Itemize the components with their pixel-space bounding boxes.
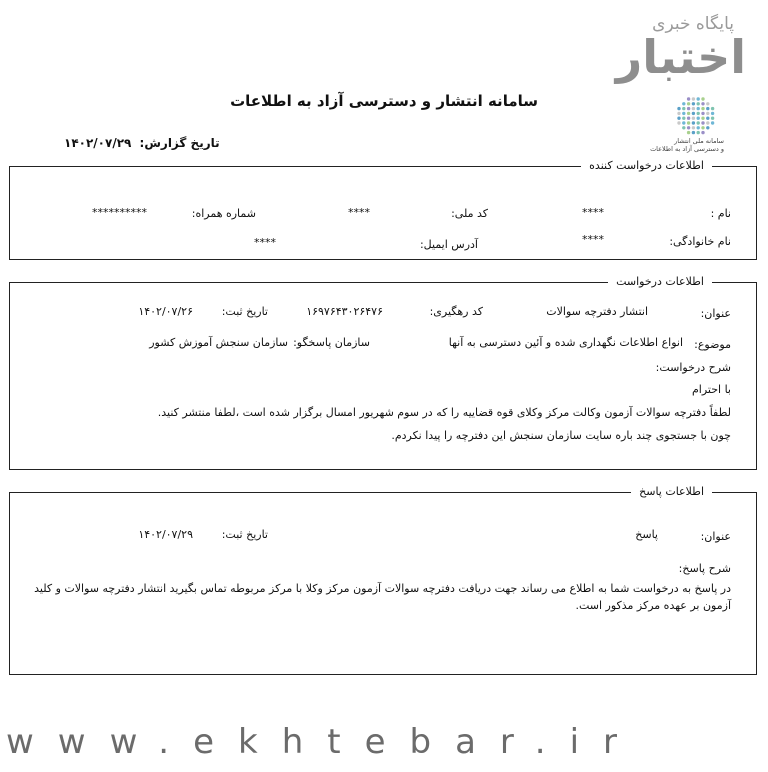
request-title-value: انتشار دفترچه سوالات — [546, 305, 648, 318]
logo-caption-line2: و دسترسی آزاد به اطلاعات — [650, 145, 724, 153]
logo-dot — [711, 121, 714, 124]
logo-dot — [701, 107, 704, 110]
request-legend: اطلاعات درخواست — [608, 275, 712, 288]
responder-label: سازمان پاسخگو: — [293, 336, 370, 349]
logo-dot — [687, 107, 690, 110]
watermark-logo-text: اختبار — [615, 30, 746, 84]
logo-dot — [701, 117, 704, 120]
logo-dot — [682, 126, 685, 129]
logo-caption — [634, 137, 724, 153]
logo-dot — [697, 107, 700, 110]
logo-dot — [682, 112, 685, 115]
logo-dot — [701, 131, 704, 134]
logo-dot — [677, 117, 680, 120]
page-title: سامانه انتشار و دسترسی آزاد به اطلاعات — [230, 92, 538, 110]
logo-dot — [701, 112, 704, 115]
logo-dot — [711, 107, 714, 110]
request-title-label: عنوان: — [700, 307, 731, 320]
logo-dot — [697, 117, 700, 120]
logo-dot — [677, 121, 680, 124]
logo-dot — [706, 126, 709, 129]
response-line: در پاسخ به درخواست شما به اطلاع می رساند جهت دریافت دفترچه سوالات آزمون مرکز وکلا با مرکز مربوطه تماس بگیرید انتشار دفترچه سوالات و کلید — [34, 582, 731, 595]
requester-legend: اطلاعات درخواست کننده — [581, 159, 712, 172]
logo-dot — [706, 107, 709, 110]
last-name-label: نام خانوادگی: — [669, 235, 731, 248]
logo-dot — [682, 107, 685, 110]
response-legend: اطلاعات پاسخ — [631, 485, 712, 498]
logo-dot — [687, 102, 690, 105]
watermark-subtitle: پایگاه خبری — [652, 14, 734, 34]
response-description-label: شرح پاسخ: — [678, 562, 731, 575]
email-value: **** — [254, 236, 276, 249]
response-line: آزمون بر عهده مرکز مذکور است. — [575, 599, 731, 612]
logo-dot — [682, 102, 685, 105]
logo-dot — [697, 97, 700, 100]
logo-dot — [692, 112, 695, 115]
site-watermark: www.ekhtebar.ir — [6, 722, 642, 762]
topic-value: انواع اطلاعات نگهداری شده و آئین دسترسی به آنها — [448, 336, 683, 349]
logo-dot — [706, 102, 709, 105]
request-line: لطفاً دفترچه سوالات آزمون وکالت مرکز وکلای قوه قضاییه را که در سوم شهریور امسال برگزار شده است ،لطفا منتشر کنید. — [157, 406, 731, 419]
logo-dots-icon — [676, 96, 716, 136]
logo-dot — [706, 112, 709, 115]
system-logo — [676, 96, 716, 136]
request-date-label: تاریخ ثبت: — [221, 305, 268, 318]
logo-dot — [687, 131, 690, 134]
request-description — [158, 378, 731, 447]
logo-dot — [687, 121, 690, 124]
logo-dot — [711, 112, 714, 115]
response-date-label: تاریخ ثبت: — [221, 528, 268, 541]
logo-dot — [692, 121, 695, 124]
mobile-value: ********** — [92, 206, 147, 219]
logo-dot — [692, 126, 695, 129]
tracking-code-label: کد رهگیری: — [429, 305, 483, 318]
logo-dot — [687, 97, 690, 100]
logo-dot — [706, 117, 709, 120]
logo-dot — [711, 117, 714, 120]
national-code-value: **** — [348, 206, 370, 219]
logo-dot — [692, 131, 695, 134]
request-date-value: ۱۴۰۲/۰۷/۲۶ — [138, 305, 193, 318]
logo-dot — [706, 121, 709, 124]
logo-dot — [701, 126, 704, 129]
logo-dot — [697, 102, 700, 105]
logo-dot — [692, 107, 695, 110]
logo-dot — [692, 102, 695, 105]
logo-dot — [692, 97, 695, 100]
logo-dot — [687, 112, 690, 115]
last-name-value: **** — [582, 233, 604, 246]
first-name-value: **** — [582, 206, 604, 219]
report-date-label: تاریخ گزارش: — [139, 136, 220, 150]
responder-value: سازمان سنجش آموزش کشور — [149, 336, 288, 349]
mobile-label: شماره همراه: — [191, 207, 256, 220]
report-date — [64, 136, 220, 150]
topic-label: موضوع: — [694, 338, 731, 351]
tracking-code-value: ۱۶۹۷۶۴۳۰۲۶۴۷۶ — [306, 305, 383, 318]
national-code-label: کد ملی: — [451, 207, 488, 220]
logo-dot — [692, 117, 695, 120]
logo-caption-line1: سامانه ملی انتشار — [674, 137, 724, 145]
request-description-label: شرح درخواست: — [655, 361, 731, 374]
request-line: چون با جستجوی چند باره سایت سازمان سنجش این دفترچه را پیدا نکردم. — [391, 429, 731, 442]
email-label: آدرس ایمیل: — [419, 238, 478, 251]
response-date-value: ۱۴۰۲/۰۷/۲۹ — [138, 528, 193, 541]
logo-dot — [701, 121, 704, 124]
logo-dot — [701, 102, 704, 105]
logo-dot — [687, 126, 690, 129]
logo-dot — [682, 117, 685, 120]
response-description — [34, 580, 731, 614]
response-title-value: پاسخ — [635, 528, 658, 541]
logo-dot — [697, 112, 700, 115]
first-name-label: نام : — [710, 207, 731, 220]
logo-dot — [697, 126, 700, 129]
request-line: با احترام — [691, 383, 731, 396]
logo-dot — [697, 131, 700, 134]
report-date-value: ۱۴۰۲/۰۷/۲۹ — [64, 136, 132, 150]
logo-dot — [677, 107, 680, 110]
response-title-label: عنوان: — [700, 530, 731, 543]
logo-dot — [682, 121, 685, 124]
logo-dot — [677, 112, 680, 115]
logo-dot — [687, 117, 690, 120]
logo-dot — [697, 121, 700, 124]
logo-dot — [701, 97, 704, 100]
